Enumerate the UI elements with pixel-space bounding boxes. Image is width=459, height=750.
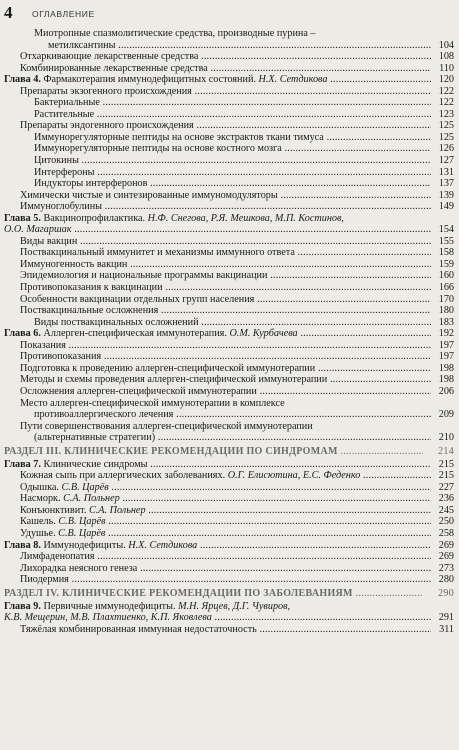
entry-title <box>4 213 454 225</box>
entry-title <box>20 351 431 363</box>
section-title: РАЗДЕЛ IV. КЛИНИЧЕСКИЕ РЕКОМЕНДАЦИИ ПО ЗАБОЛЕВАНИЯМ ..... <box>4 586 423 601</box>
entry-text: Бактериальные <box>34 97 100 109</box>
page-ref: 155 <box>438 235 454 247</box>
toc-entry <box>0 421 459 433</box>
page-ref: 215 <box>438 458 454 470</box>
toc-entry <box>0 574 459 586</box>
toc-entry <box>0 374 459 386</box>
toc-entry <box>0 398 459 410</box>
page-ref: 159 <box>438 258 454 270</box>
entry-title <box>20 86 431 98</box>
toc-entry <box>0 259 459 271</box>
entry-text: Аллерген-специфическая иммунотерапия. <box>43 328 227 340</box>
toc-entry <box>0 482 459 494</box>
toc-entry <box>0 247 459 259</box>
entry-title <box>20 421 454 433</box>
entry-author: С.А. Польнер <box>63 493 120 505</box>
page-ref: 273 <box>438 562 454 574</box>
entry-text: Препараты эндогенного происхождения <box>20 120 194 132</box>
page-ref: 227 <box>438 481 454 493</box>
entry-author: М.Н. Ярцев, Д.Г. Чувиров, <box>178 600 291 612</box>
entry-title <box>20 120 431 132</box>
entry-title <box>4 74 431 86</box>
toc-entry <box>0 120 459 132</box>
toc-entry <box>0 178 459 190</box>
toc-entry <box>0 328 459 340</box>
entry-title <box>20 482 431 494</box>
page-ref: 137 <box>438 178 454 190</box>
page-ref: 311 <box>439 623 454 635</box>
entry-text: Клинические синдромы <box>43 458 148 470</box>
page-ref: 180 <box>438 305 454 317</box>
entry-text: Иммунорегуляторные пептиды на основе экстрактов ткани тимуса <box>34 131 324 143</box>
toc-entry <box>0 459 459 471</box>
continuation-text: метилксантины <box>48 39 116 51</box>
entry-text: Эпидемиология и национальные программы вакцинации <box>20 270 268 282</box>
entry-title <box>20 259 431 271</box>
entry-continuation <box>34 432 431 444</box>
page-ref: 183 <box>438 316 454 328</box>
page-ref: 250 <box>438 516 454 528</box>
entry-title <box>20 398 454 410</box>
entry-title <box>20 363 431 375</box>
page-ref: 236 <box>438 493 454 505</box>
entry-text: Первичные иммунодефициты. <box>43 600 176 612</box>
entry-title <box>20 493 431 505</box>
entry-text: Интерфероны <box>34 166 95 178</box>
entry-text: Тяжёлая комбинированная иммунная недостаточность <box>20 623 257 635</box>
entry-title <box>34 109 431 121</box>
entry-title <box>4 601 454 613</box>
page-ref: 131 <box>438 166 454 178</box>
toc-entry <box>0 270 459 282</box>
entry-text: Насморк. <box>20 493 61 505</box>
page-ref: 214 <box>438 445 454 457</box>
entry-author: Н.Х. Сетдикова <box>128 539 198 551</box>
entry-text: Пиодермия <box>20 574 69 586</box>
page-ref: 291 <box>438 612 454 624</box>
entry-text: Вакцинопрофилактика. <box>43 212 146 224</box>
page-ref: 125 <box>438 120 454 132</box>
toc-entry-continuation <box>0 432 459 444</box>
chapter-label: Глава 5. <box>4 212 41 224</box>
toc-entry <box>0 470 459 482</box>
chapter-label: Глава 8. <box>4 539 41 551</box>
entry-title <box>20 563 431 575</box>
entry-text: Удушье. <box>20 527 56 539</box>
entry-title <box>20 63 431 75</box>
toc-entry-continuation <box>0 409 459 421</box>
entry-text: Препараты экзогенного происхождения <box>20 85 192 97</box>
entry-text: Отхаркивающие лекарственные средства <box>20 51 199 63</box>
entry-author: О.Г. Елисютина, Е.С. Феденко <box>227 470 361 482</box>
entry-text: Фармакотерапия иммунодефицитных состояний. <box>43 74 256 86</box>
entry-continuation <box>4 612 431 624</box>
page-ref: 104 <box>438 39 454 51</box>
toc-entry <box>0 516 459 528</box>
toc-entry <box>0 155 459 167</box>
section-title: РАЗДЕЛ III. КЛИНИЧЕСКИЕ РЕКОМЕНДАЦИИ ПО СИНДРОМАМ ..... <box>4 444 423 459</box>
entry-title <box>20 294 431 306</box>
toc-entry <box>0 551 459 563</box>
page-ref: 258 <box>438 527 454 539</box>
entry-continuation <box>48 40 431 52</box>
entry-text: Осложнения аллерген-специфической иммунотерапии <box>20 385 257 397</box>
page-ref: 110 <box>439 62 454 74</box>
toc-entry <box>0 190 459 202</box>
entry-title <box>20 528 431 540</box>
entry-author: С.В. Царёв <box>61 481 109 493</box>
chapter-label: Глава 7. <box>4 458 41 470</box>
entry-title <box>20 247 431 259</box>
entry-title <box>34 143 431 155</box>
entry-title <box>34 155 431 167</box>
entry-title <box>20 374 431 386</box>
continuation-text: противоаллергического лечения <box>34 409 174 421</box>
entry-text: Кашель. <box>20 516 56 528</box>
toc-entry <box>0 340 459 352</box>
entry-continuation <box>34 409 431 421</box>
entry-text: Показания <box>20 339 66 351</box>
page-ref: 120 <box>438 74 454 86</box>
page-ref: 197 <box>438 351 454 363</box>
toc-entry <box>0 143 459 155</box>
entry-text: Индукторы интерферонов <box>34 178 148 190</box>
page-ref: 170 <box>438 293 454 305</box>
entry-title <box>4 540 431 552</box>
entry-title <box>20 505 431 517</box>
entry-text: Иммунодефициты. <box>43 539 126 551</box>
page-ref: 166 <box>438 282 454 294</box>
toc-entry <box>0 167 459 179</box>
page-ref: 122 <box>438 97 454 109</box>
entry-text: Иммуногенность вакцин <box>20 258 128 270</box>
entry-author: Н.Ф. Снегова, Р.Я. Мешкова, М.П. Костинов, <box>147 212 344 224</box>
page-ref: 108 <box>438 51 454 63</box>
entry-title <box>20 574 431 586</box>
toc-entry <box>0 505 459 517</box>
entry-title <box>20 624 431 636</box>
page-ref: 123 <box>438 108 454 120</box>
toc-entry <box>0 201 459 213</box>
entry-text: Поствакцинальные осложнения <box>20 305 159 317</box>
entry-text: Конъюнктивит. <box>20 504 87 516</box>
entry-title <box>20 516 431 528</box>
entry-title <box>34 28 454 40</box>
page-ref: 215 <box>438 470 454 482</box>
table-of-contents <box>0 28 459 635</box>
chapter-label: Глава 4. <box>4 74 41 86</box>
page-ref: 245 <box>438 504 454 516</box>
entry-title <box>20 305 431 317</box>
entry-author: С.В. Царёв <box>58 516 106 528</box>
chapter-label: Глава 9. <box>4 600 41 612</box>
continuation-text: (альтернативные стратегии) <box>34 432 156 444</box>
entry-title <box>34 178 431 190</box>
page-ref: 210 <box>438 432 454 444</box>
toc-entry <box>0 563 459 575</box>
entry-text: Противопоказания <box>20 351 102 363</box>
entry-title <box>20 282 431 294</box>
entry-text: Виды поствакцинальных осложнений <box>34 316 199 328</box>
entry-text: Методы и схемы проведения аллерген-специфической иммунотерапии <box>20 374 328 386</box>
entry-title <box>20 201 431 213</box>
entry-text: Одышка. <box>20 481 59 493</box>
running-header <box>0 3 459 23</box>
entry-title <box>20 340 431 352</box>
toc-entry <box>0 363 459 375</box>
toc-entry-continuation <box>0 612 459 624</box>
entry-text: Место аллерген-специфической иммунотерапии в комплексе <box>20 397 285 409</box>
entry-title <box>20 470 431 482</box>
entry-title <box>34 317 431 329</box>
toc-entry <box>0 132 459 144</box>
section-heading <box>0 586 459 601</box>
toc-entry <box>0 305 459 317</box>
page-ref: 154 <box>438 224 454 236</box>
toc-entry <box>0 282 459 294</box>
entry-text: Лихорадка неясного генеза <box>20 562 138 574</box>
entry-text: Поствакцинальный иммунитет и механизмы иммунного ответа <box>20 247 295 259</box>
entry-text: Противопоказания к вакцинации <box>20 282 163 294</box>
entry-text: Растительные <box>34 108 95 120</box>
section-heading <box>0 444 459 459</box>
entry-text: Миотропные спазмолитические средства, производные пурина – <box>34 28 316 39</box>
page-number: 4 <box>4 3 13 22</box>
page-ref: 269 <box>438 551 454 563</box>
entry-text: Комбинированные лекарственные средства <box>20 62 208 74</box>
entry-author: О.М. Курбачева <box>229 328 298 340</box>
toc-entry <box>0 294 459 306</box>
entry-title <box>20 551 431 563</box>
toc-entry <box>0 109 459 121</box>
entry-text: Иммунорегуляторные пептиды на основе костного мозга <box>34 143 282 155</box>
entry-title <box>20 236 431 248</box>
entry-title <box>34 97 431 109</box>
page-ref: 122 <box>438 85 454 97</box>
toc-entry <box>0 351 459 363</box>
chapter-label: Глава 6. <box>4 328 41 340</box>
toc-entry <box>0 624 459 636</box>
page-ref: 125 <box>438 131 454 143</box>
entry-text: Цитокины <box>34 155 79 167</box>
entry-title <box>20 51 431 63</box>
entry-text: Подготовка к проведению аллерген-специфической иммунотерапии <box>20 362 316 374</box>
entry-text: Химически чистые и синтезированные иммуномодуляторы <box>20 189 278 201</box>
entry-author: С.А. Польнер <box>88 504 146 516</box>
entry-author: С.В. Царёв <box>58 527 106 539</box>
toc-entry <box>0 63 459 75</box>
page-ref: 206 <box>438 385 454 397</box>
continuation-text: О.О. Магаршак <box>4 224 72 236</box>
running-title: ОГЛАВЛЕНИЕ <box>32 9 95 19</box>
toc-entry-continuation <box>0 40 459 52</box>
entry-title <box>20 386 431 398</box>
entry-title <box>34 132 431 144</box>
toc-entry <box>0 601 459 613</box>
page-ref: 149 <box>438 201 454 213</box>
entry-title <box>20 190 431 202</box>
toc-entry <box>0 86 459 98</box>
page-ref: 160 <box>438 270 454 282</box>
continuation-text: К.В. Мещерин, М.В. Плахтиенко, К.П. Яковлева <box>4 612 212 624</box>
toc-entry <box>0 540 459 552</box>
toc-entry <box>0 28 459 40</box>
page-ref: 126 <box>438 143 454 155</box>
entry-text: Особенности вакцинации отдельных групп населения <box>20 293 255 305</box>
page-ref: 198 <box>438 374 454 386</box>
entry-text: Лимфаденопатия <box>20 551 95 563</box>
entry-text: Кожная сыпь при аллергических заболеваниях. <box>20 470 226 482</box>
entry-text: Виды вакцин <box>20 235 78 247</box>
entry-title <box>4 459 431 471</box>
toc-entry <box>0 51 459 63</box>
page-ref: 269 <box>438 539 454 551</box>
toc-entry <box>0 528 459 540</box>
page-ref: 197 <box>438 339 454 351</box>
page-ref: 280 <box>438 574 454 586</box>
toc-entry <box>0 74 459 86</box>
toc-entry <box>0 493 459 505</box>
entry-author: Н.Х. Сетдикова <box>258 74 328 86</box>
page-ref: 139 <box>438 189 454 201</box>
entry-title <box>4 328 431 340</box>
toc-entry <box>0 386 459 398</box>
page-ref: 158 <box>438 247 454 259</box>
toc-entry <box>0 97 459 109</box>
page-ref: 192 <box>438 328 454 340</box>
entry-title <box>34 167 431 179</box>
toc-entry <box>0 213 459 225</box>
page-ref: 127 <box>438 155 454 167</box>
entry-continuation <box>4 224 431 236</box>
entry-text: Пути совершенствования аллерген-специфической иммунотерапии <box>20 420 313 432</box>
entry-title <box>20 270 431 282</box>
toc-entry <box>0 317 459 329</box>
page-ref: 198 <box>438 362 454 374</box>
entry-text: Иммуноглобулины <box>20 201 103 213</box>
page-ref: 290 <box>438 587 454 599</box>
page-ref: 209 <box>438 409 454 421</box>
toc-entry <box>0 236 459 248</box>
toc-entry-continuation <box>0 224 459 236</box>
